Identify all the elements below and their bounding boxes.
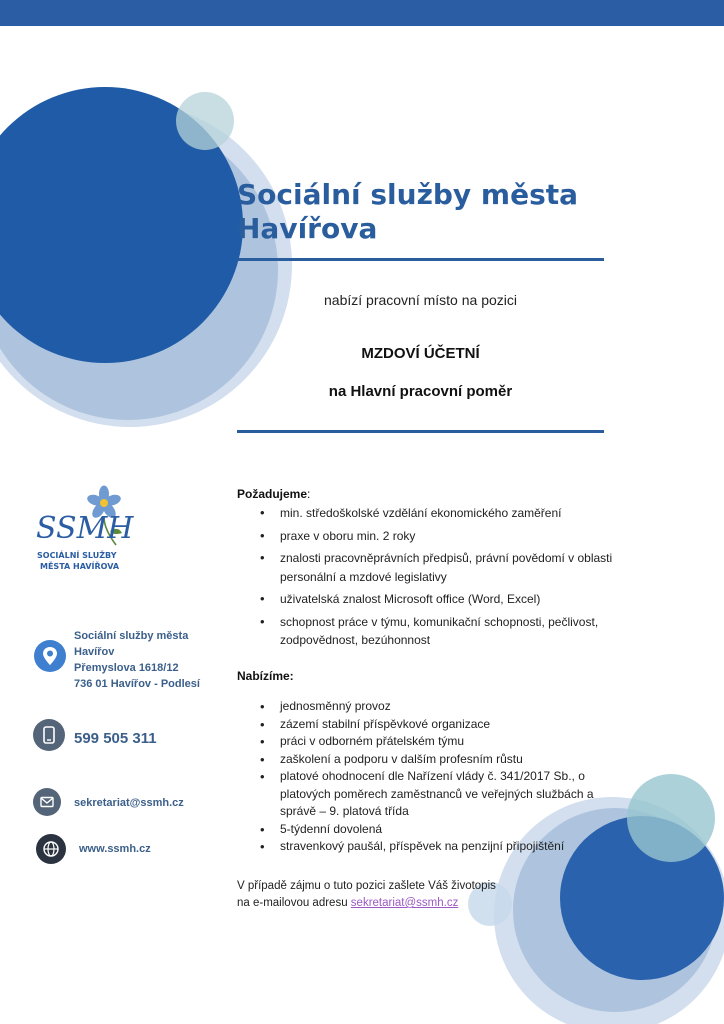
list-item: • zaškolení a podporu v dalším profesním růstu bbox=[260, 751, 630, 769]
title-divider bbox=[237, 258, 604, 261]
phone-icon bbox=[33, 719, 65, 751]
requirements-heading-colon: : bbox=[307, 487, 311, 501]
list-item: • schopnost práce v týmu, komunikační schopnosti, pečlivost, zodpovědnost, bezúhonnost bbox=[260, 613, 620, 650]
list-item: • znalosti pracovněprávních předpisů, právní povědomí v oblasti personální a mzdové legislativy bbox=[260, 549, 620, 586]
closing-line-2 bbox=[237, 895, 617, 912]
offer-heading: Nabízíme: bbox=[237, 669, 294, 683]
list-item: • praxe v oboru min. 2 roky bbox=[260, 527, 620, 546]
circle-small-teal bbox=[176, 92, 234, 150]
job-intro: nabízí pracovní místo na pozici bbox=[324, 292, 517, 308]
offer-list bbox=[260, 698, 630, 856]
phone-number[interactable]: 599 505 311 bbox=[74, 730, 157, 747]
envelope-icon bbox=[33, 788, 61, 816]
list-item: • min. středoškolské vzdělání ekonomického zaměření bbox=[260, 504, 620, 523]
closing-line-1: V případě zájmu o tuto pozici zašlete Váš životopis bbox=[237, 880, 496, 892]
flower-logo-icon bbox=[30, 483, 140, 578]
email-link[interactable]: sekretariat@ssmh.cz bbox=[350, 897, 459, 909]
logo-caption-line2: MĚSTA HAVÍŘOVA bbox=[40, 562, 120, 571]
requirements-heading bbox=[237, 487, 310, 501]
closing-line-2-prefix: na e-mailovou adresu bbox=[237, 897, 351, 909]
header-divider bbox=[237, 430, 604, 433]
employment-type: na Hlavní pracovní poměr bbox=[328, 383, 513, 400]
website-contact[interactable]: www.ssmh.cz bbox=[79, 843, 151, 855]
list-item: • zázemí stabilní příspěvkové organizace bbox=[260, 716, 630, 734]
list-item: • 5-týdenní dovolená bbox=[260, 821, 630, 839]
circle-teal-bottom bbox=[627, 774, 715, 862]
email-contact[interactable]: sekretariat@ssmh.cz bbox=[74, 797, 184, 809]
job-position: MZDOVÍ ÚČETNÍ bbox=[361, 345, 480, 362]
list-item: • jednosměnný provoz bbox=[260, 698, 630, 716]
address-line-2: Havířov bbox=[74, 646, 115, 658]
list-item: • platové ohodnocení dle Nařízení vlády č. 341/2017 Sb., o platových poměrech zaměstnanců ve veřejných službách a správě – 9. platová třída bbox=[260, 768, 630, 821]
address-line-3: Přemyslova 1618/12 bbox=[74, 662, 179, 674]
requirements-list bbox=[260, 504, 620, 654]
page-title: Sociální služby města Havířova bbox=[237, 178, 579, 245]
address-line-4: 736 01 Havířov - Podlesí bbox=[74, 678, 200, 690]
requirements-heading-text: Požadujeme bbox=[237, 487, 308, 501]
closing-note bbox=[237, 878, 617, 912]
address-block bbox=[74, 628, 200, 692]
address-line-1: Sociální služby města bbox=[74, 630, 189, 642]
globe-icon bbox=[36, 834, 66, 864]
list-item: • uživatelská znalost Microsoft office (Word, Excel) bbox=[260, 590, 620, 609]
list-item: • stravenkový paušál, příspěvek na penzijní připojištění bbox=[260, 838, 630, 856]
logo-caption-line1: SOCIÁLNÍ SLUŽBY bbox=[37, 551, 117, 560]
location-pin-icon bbox=[34, 640, 66, 672]
list-item: • práci v odborném přátelském týmu bbox=[260, 733, 630, 751]
logo-text: SSMH bbox=[36, 511, 134, 546]
ssmh-logo bbox=[30, 483, 140, 578]
